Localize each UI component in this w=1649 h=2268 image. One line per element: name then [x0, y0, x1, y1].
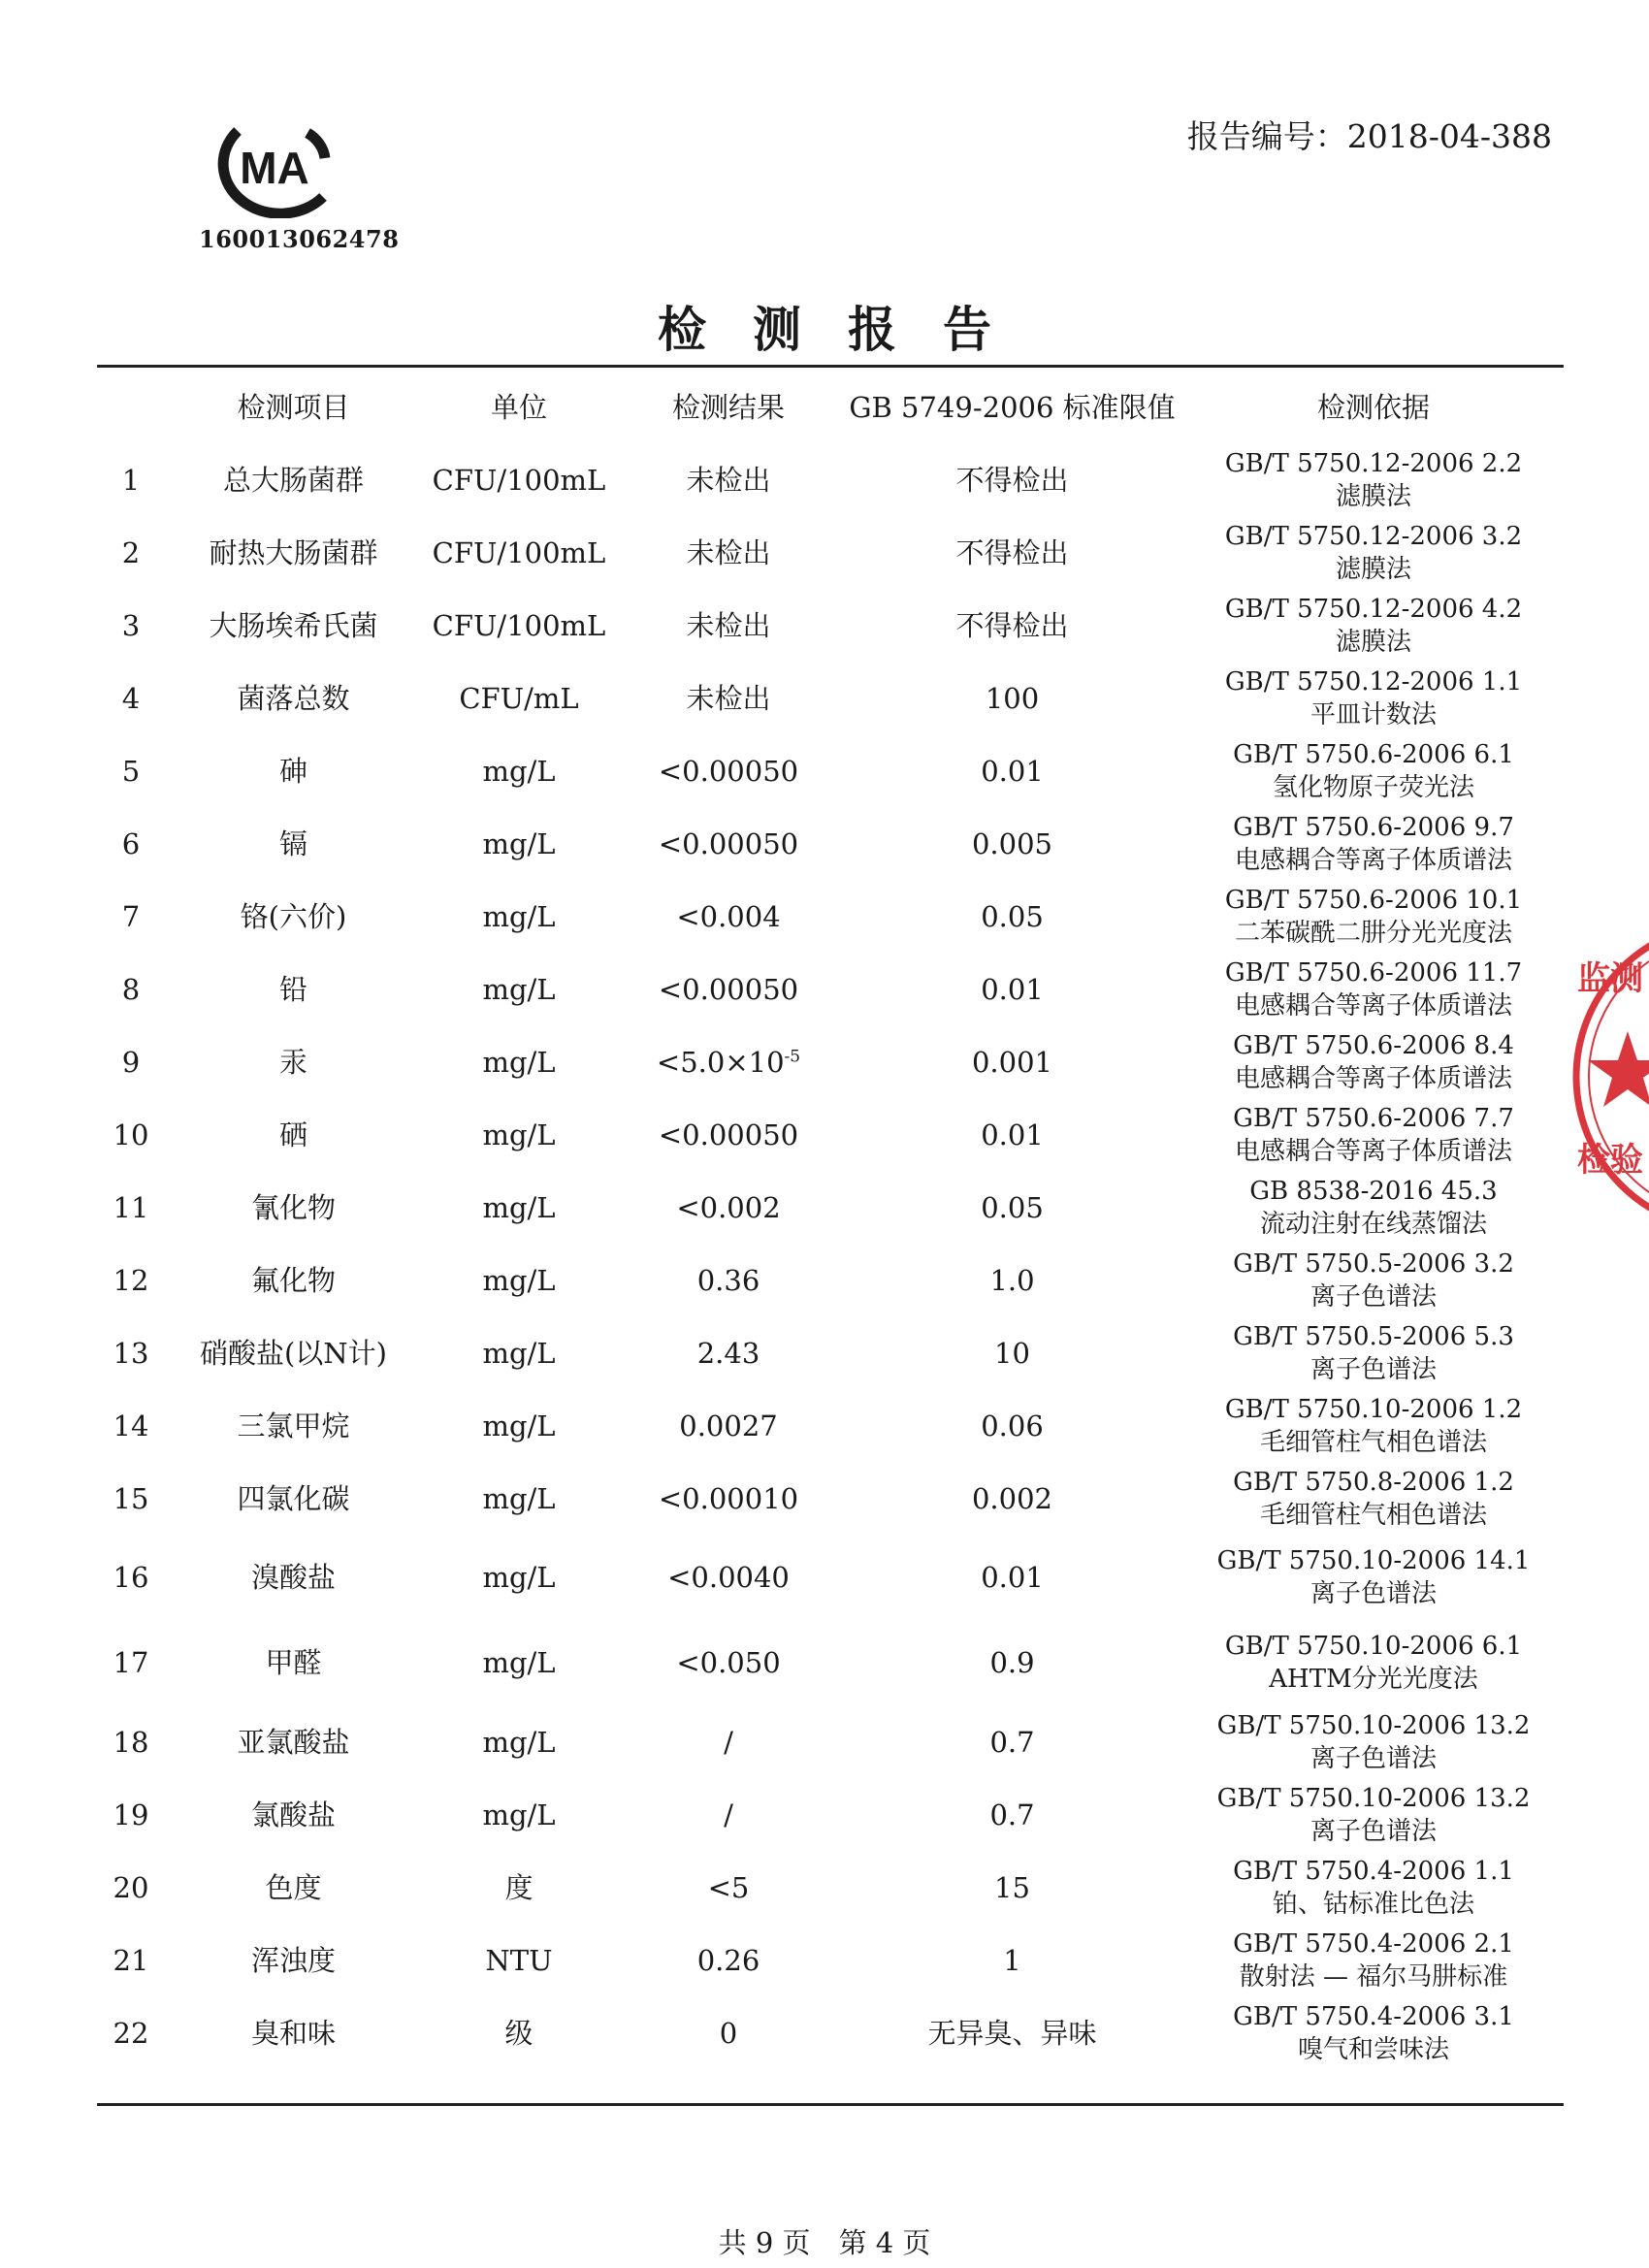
test-method	[1183, 444, 1564, 517]
table-row	[97, 1172, 1564, 1245]
method-name: 电感耦合等离子体质谱法	[1234, 1063, 1512, 1093]
test-method	[1183, 1099, 1564, 1172]
test-result: 未检出	[686, 608, 771, 642]
test-method	[1183, 663, 1564, 735]
test-result: <0.002	[676, 1190, 781, 1224]
method-standard: GB/T 5750.10-2006 14.1	[1216, 1546, 1531, 1576]
test-result: $<5.0\times 10^{-5}$	[656, 1045, 801, 1079]
standard-limit: 0.01	[981, 972, 1044, 1006]
item-name: 色度	[265, 1870, 322, 1904]
test-result: <0.00050	[658, 826, 799, 860]
unit: mg/L	[482, 1190, 556, 1224]
table-row	[97, 1390, 1564, 1463]
method-standard: GB/T 5750.6-2006 11.7	[1224, 957, 1523, 988]
test-result: <5	[707, 1870, 750, 1904]
row-number: 4	[121, 681, 141, 715]
standard-limit: 无异臭、异味	[927, 2016, 1097, 2050]
unit: mg/L	[482, 754, 556, 788]
inspection-stamp	[1569, 917, 1649, 1237]
test-method	[1183, 881, 1564, 954]
table-row	[97, 444, 1564, 517]
method-name: 滤膜法	[1335, 481, 1411, 511]
test-result: /	[724, 1798, 733, 1831]
method-name: 离子色谱法	[1310, 1816, 1437, 1846]
cma-cert-number: 160013062478	[199, 225, 400, 253]
row-number: 1	[121, 463, 141, 497]
method-name: 离子色谱法	[1310, 1579, 1437, 1608]
test-method	[1183, 1245, 1564, 1317]
item-name: 三氯甲烷	[237, 1409, 350, 1442]
unit: mg/L	[482, 1481, 556, 1515]
standard-limit: 0.01	[981, 1118, 1044, 1151]
method-name: 电感耦合等离子体质谱法	[1234, 990, 1512, 1021]
method-standard: GB/T 5750.5-2006 5.3	[1233, 1321, 1514, 1351]
row-number: 20	[113, 1870, 149, 1904]
svg-text:监测: 监测	[1577, 959, 1643, 998]
row-number: 3	[121, 608, 141, 642]
standard-limit: 0.01	[981, 1561, 1044, 1595]
standard-limit: 0.9	[989, 1646, 1035, 1680]
test-method	[1183, 590, 1564, 663]
test-result: <0.00050	[658, 754, 799, 788]
method-standard: GB/T 5750.10-2006 13.2	[1216, 1710, 1531, 1740]
method-name: 流动注射在线蒸馏法	[1259, 1209, 1487, 1239]
method-name: 离子色谱法	[1310, 1281, 1437, 1312]
table-row	[97, 954, 1564, 1026]
table-bottom-rule	[97, 2103, 1564, 2106]
test-result: 0.0027	[679, 1409, 778, 1442]
method-name: 滤膜法	[1335, 554, 1411, 584]
test-result: 未检出	[686, 463, 771, 497]
method-name: 毛细管柱气相色谱法	[1259, 1427, 1487, 1457]
item-name: 耐热大肠菌群	[209, 535, 378, 569]
item-name: 溴酸盐	[250, 1561, 336, 1595]
table-row	[97, 1099, 1564, 1172]
test-method	[1183, 1925, 1564, 1997]
row-number: 9	[121, 1045, 141, 1079]
method-name: 滤膜法	[1335, 627, 1411, 657]
unit: mg/L	[482, 1336, 556, 1370]
unit: mg/L	[482, 1263, 556, 1297]
method-standard: GB/T 5750.6-2006 6.1	[1233, 739, 1514, 769]
method-standard: GB/T 5750.4-2006 3.1	[1233, 2001, 1514, 2031]
test-method	[1183, 1779, 1564, 1852]
method-name: 离子色谱法	[1310, 1354, 1437, 1384]
test-result: 2.43	[696, 1336, 760, 1370]
method-standard: GB/T 5750.4-2006 1.1	[1233, 1856, 1514, 1886]
row-number: 21	[113, 1943, 149, 1977]
row-number: 10	[113, 1118, 149, 1151]
unit: mg/L	[482, 1561, 556, 1595]
standard-limit: 0.05	[981, 899, 1044, 933]
row-number: 17	[113, 1646, 149, 1680]
table-header-row	[97, 367, 1564, 444]
standard-limit: 不得检出	[955, 463, 1069, 497]
test-method	[1183, 735, 1564, 808]
row-number: 22	[113, 2016, 149, 2050]
test-method	[1183, 1463, 1564, 1536]
item-name: 总大肠菌群	[222, 463, 364, 497]
unit: CFU/100mL	[432, 608, 606, 642]
table-row	[97, 1317, 1564, 1390]
standard-limit: 0.7	[989, 1798, 1035, 1831]
unit: NTU	[485, 1943, 553, 1977]
header-limit: GB 5749-2006 标准限值	[849, 390, 1176, 424]
table-row	[97, 1026, 1564, 1099]
table-row	[97, 1536, 1564, 1621]
item-name: 砷	[278, 754, 307, 788]
item-name: 镉	[278, 826, 307, 860]
table-row	[97, 808, 1564, 881]
test-result: 0.36	[696, 1263, 760, 1297]
row-number: 19	[113, 1798, 149, 1831]
standard-limit: 100	[985, 681, 1040, 715]
standard-limit: 1	[1003, 1943, 1021, 1977]
row-number: 11	[113, 1190, 149, 1224]
unit: mg/L	[482, 1798, 556, 1831]
test-result: /	[724, 1725, 733, 1759]
item-name: 氟化物	[250, 1263, 336, 1297]
method-standard: GB/T 5750.12-2006 4.2	[1224, 594, 1523, 624]
item-name: 氰化物	[250, 1190, 336, 1224]
result-exponent: -5	[784, 1047, 801, 1067]
item-name: 汞	[278, 1045, 307, 1079]
item-name: 菌落总数	[237, 681, 350, 715]
standard-limit: 0.7	[989, 1725, 1035, 1759]
test-method	[1183, 1026, 1564, 1099]
table-row	[97, 663, 1564, 735]
table-row	[97, 1779, 1564, 1852]
method-name: 电感耦合等离子体质谱法	[1234, 845, 1512, 875]
test-result: <0.004	[676, 899, 781, 933]
item-name: 硝酸盐(以N计)	[199, 1336, 387, 1370]
svg-text:检验: 检验	[1577, 1141, 1643, 1180]
page-footer: 共 9 页 第 4 页	[718, 2226, 931, 2259]
standard-limit: 0.05	[981, 1190, 1044, 1224]
item-name: 臭和味	[250, 2016, 336, 2050]
row-number: 14	[113, 1409, 149, 1442]
table-row	[97, 1852, 1564, 1925]
test-result: <0.0040	[667, 1561, 790, 1595]
item-name: 大肠埃希氏菌	[209, 608, 378, 642]
standard-limit: 0.002	[971, 1481, 1053, 1515]
unit: mg/L	[482, 1409, 556, 1442]
test-method	[1183, 1172, 1564, 1245]
method-name: 铂、钴标准比色法	[1272, 1889, 1474, 1919]
method-standard: GB/T 5750.6-2006 7.7	[1233, 1103, 1514, 1133]
unit: 级	[504, 2016, 534, 2050]
standard-limit: 1.0	[989, 1263, 1035, 1297]
test-method	[1183, 808, 1564, 881]
method-name: 散射法 — 福尔马肼标准	[1239, 1961, 1508, 1992]
item-name: 硒	[278, 1118, 307, 1151]
item-name: 甲醛	[265, 1646, 322, 1680]
table-row	[97, 881, 1564, 954]
standard-limit: 0.001	[971, 1045, 1053, 1079]
unit: mg/L	[482, 1118, 556, 1151]
report-number: 报告编号：2018-04-388	[1186, 117, 1552, 155]
method-name: 毛细管柱气相色谱法	[1259, 1500, 1487, 1530]
header-result: 检测结果	[671, 390, 785, 424]
unit: mg/L	[482, 1045, 556, 1079]
test-result: <0.050	[676, 1646, 781, 1680]
test-method	[1183, 1317, 1564, 1390]
standard-limit: 不得检出	[955, 535, 1069, 569]
method-name: 二苯碳酰二肼分光光度法	[1234, 918, 1512, 948]
results-table	[97, 367, 1564, 2070]
unit: CFU/100mL	[432, 535, 606, 569]
test-method	[1183, 1536, 1564, 1621]
item-name: 铅	[278, 972, 307, 1006]
row-number: 6	[121, 826, 141, 860]
test-method	[1183, 1621, 1564, 1706]
header-number	[97, 367, 165, 444]
test-method	[1183, 1997, 1564, 2070]
ma-logo-text: MA	[240, 143, 309, 193]
row-number: 18	[113, 1725, 149, 1759]
unit: mg/L	[482, 1725, 556, 1759]
row-number: 7	[121, 899, 141, 933]
method-name: 离子色谱法	[1310, 1743, 1437, 1773]
row-number: 2	[121, 535, 141, 569]
header-item: 检测项目	[237, 390, 350, 424]
method-standard: GB/T 5750.12-2006 1.1	[1224, 666, 1523, 697]
table-row	[97, 735, 1564, 808]
row-number: 5	[121, 754, 141, 788]
item-name: 四氯化碳	[237, 1481, 350, 1515]
method-name: 嗅气和尝味法	[1297, 2034, 1449, 2064]
method-standard: GB/T 5750.10-2006 13.2	[1216, 1783, 1531, 1813]
unit: CFU/mL	[459, 681, 579, 715]
table-row	[97, 1463, 1564, 1536]
method-name: 氢化物原子荧光法	[1272, 772, 1474, 802]
report-title: 检测报告	[658, 301, 1038, 358]
item-name: 氯酸盐	[250, 1798, 336, 1831]
row-number: 16	[113, 1561, 149, 1595]
method-standard: GB/T 5750.6-2006 10.1	[1224, 885, 1523, 915]
method-standard: GB 8538-2016 45.3	[1249, 1176, 1498, 1206]
standard-limit: 10	[994, 1336, 1030, 1370]
unit: mg/L	[482, 972, 556, 1006]
method-standard: GB/T 5750.6-2006 9.7	[1233, 812, 1514, 842]
test-result: <0.00050	[658, 1118, 799, 1151]
item-name: 亚氯酸盐	[237, 1725, 350, 1759]
row-number: 13	[113, 1336, 149, 1370]
test-result: 未检出	[686, 535, 771, 569]
test-method	[1183, 1706, 1564, 1779]
table-row	[97, 517, 1564, 590]
test-result: 0.26	[696, 1943, 760, 1977]
table-row	[97, 1706, 1564, 1779]
ma-logo	[199, 121, 344, 218]
test-method	[1183, 517, 1564, 590]
item-name: 铬(六价)	[240, 899, 347, 933]
unit: mg/L	[482, 826, 556, 860]
table-row	[97, 1245, 1564, 1317]
item-name: 浑浊度	[250, 1943, 336, 1977]
table-body	[97, 444, 1564, 2070]
test-method	[1183, 954, 1564, 1026]
standard-limit: 0.06	[981, 1409, 1044, 1442]
table-row	[97, 590, 1564, 663]
header-method: 检测依据	[1316, 390, 1430, 424]
method-standard: GB/T 5750.12-2006 3.2	[1224, 521, 1523, 551]
unit: mg/L	[482, 899, 556, 933]
row-number: 15	[113, 1481, 149, 1515]
test-result: 0	[719, 2016, 738, 2050]
method-standard: GB/T 5750.8-2006 1.2	[1233, 1467, 1514, 1497]
row-number: 8	[121, 972, 141, 1006]
method-name: AHTM分光光度法	[1269, 1665, 1478, 1694]
method-standard: GB/T 5750.10-2006 6.1	[1224, 1632, 1523, 1662]
method-standard: GB/T 5750.4-2006 2.1	[1233, 1928, 1514, 1959]
method-name: 平皿计数法	[1310, 699, 1437, 729]
unit: CFU/100mL	[432, 463, 606, 497]
test-method	[1183, 1852, 1564, 1925]
method-standard: GB/T 5750.10-2006 1.2	[1224, 1394, 1523, 1424]
standard-limit: 0.01	[981, 754, 1044, 788]
standard-limit: 15	[994, 1870, 1030, 1904]
test-result: <0.00010	[658, 1481, 799, 1515]
standard-limit: 不得检出	[955, 608, 1069, 642]
table-row	[97, 1621, 1564, 1706]
row-number: 12	[113, 1263, 149, 1297]
unit: 度	[504, 1870, 534, 1904]
table-row	[97, 1925, 1564, 1997]
table-row	[97, 1997, 1564, 2070]
standard-limit: 0.005	[971, 826, 1053, 860]
method-standard: GB/T 5750.6-2006 8.4	[1233, 1030, 1514, 1060]
header-unit: 单位	[490, 390, 547, 424]
test-method	[1183, 1390, 1564, 1463]
method-name: 电感耦合等离子体质谱法	[1234, 1136, 1512, 1166]
method-standard: GB/T 5750.5-2006 3.2	[1233, 1248, 1514, 1279]
test-result: 未检出	[686, 681, 771, 715]
unit: mg/L	[482, 1646, 556, 1680]
test-result: <0.00050	[658, 972, 799, 1006]
method-standard: GB/T 5750.12-2006 2.2	[1224, 448, 1523, 478]
